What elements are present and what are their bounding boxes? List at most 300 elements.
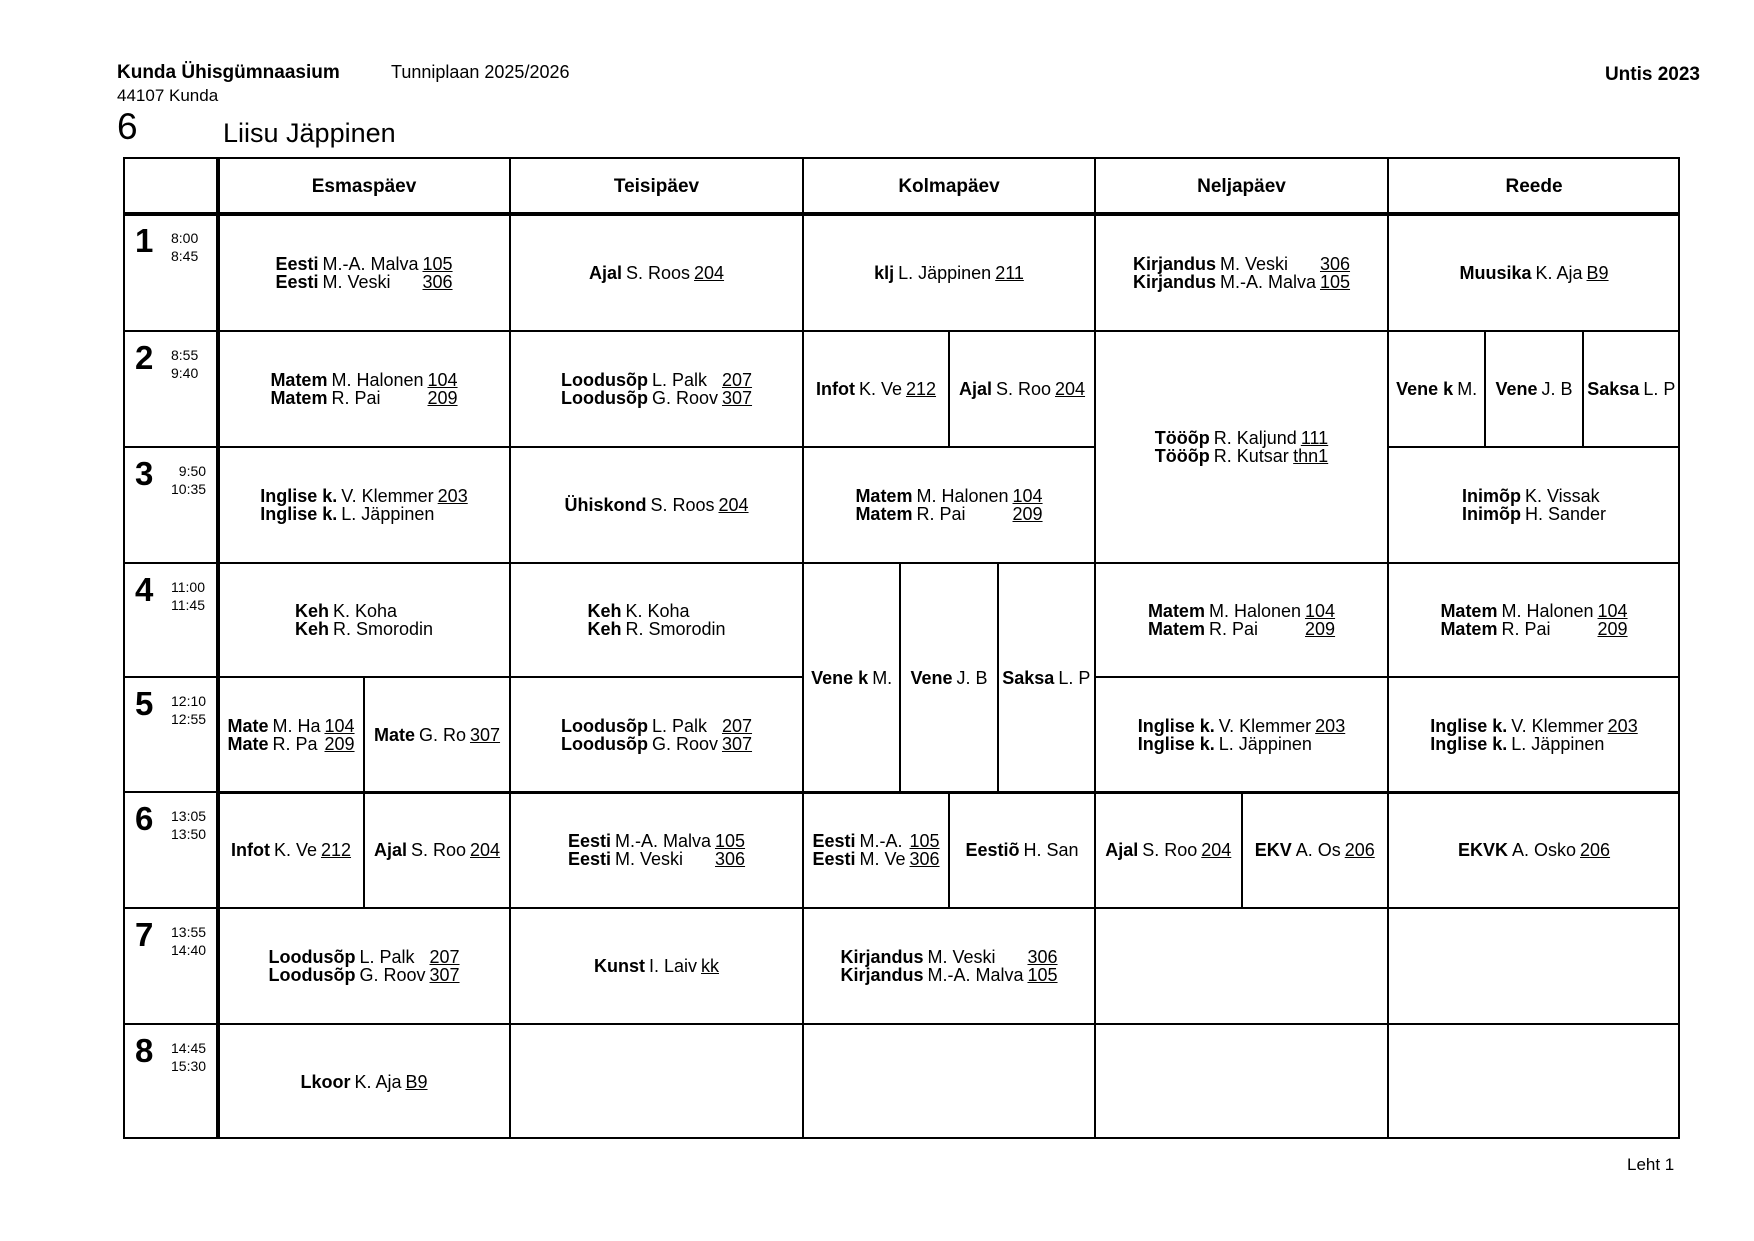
day-header: Neljapäev xyxy=(1197,175,1286,197)
lesson-line xyxy=(568,850,745,868)
period-number: 3 xyxy=(135,455,154,492)
room: 207 xyxy=(429,947,460,967)
lesson-line xyxy=(1255,841,1375,859)
teacher: H. Sander xyxy=(1524,504,1607,524)
subject: Muusika xyxy=(1459,262,1532,283)
room: 307 xyxy=(429,965,460,985)
lesson-cell[interactable] xyxy=(510,677,803,792)
subject: Inimõp xyxy=(1461,504,1521,524)
lesson-entry xyxy=(1458,841,1610,859)
lesson-cell[interactable] xyxy=(218,214,510,331)
subject: Matem xyxy=(855,486,913,506)
teacher: R. Kaljund xyxy=(1213,428,1297,448)
lesson-entry xyxy=(1002,669,1090,687)
class-number: 6 xyxy=(117,106,138,147)
lesson-cell[interactable] xyxy=(803,908,1095,1024)
lesson-cell[interactable] xyxy=(949,331,1095,447)
subject: Loodusõp xyxy=(560,388,648,408)
subject: Saksa xyxy=(1587,379,1640,399)
room: 204 xyxy=(1055,379,1086,399)
lesson-cell[interactable] xyxy=(803,214,1095,331)
lesson-cell[interactable] xyxy=(218,563,510,677)
teacher: R. Smorodin xyxy=(625,619,726,639)
teacher: M. Ve xyxy=(859,849,906,869)
software-label: Untis 2023 xyxy=(1604,64,1700,85)
lesson-entry xyxy=(1138,717,1345,753)
period-label xyxy=(125,214,218,331)
subject: Loodusõp xyxy=(268,965,356,985)
lesson-entry xyxy=(1459,264,1608,282)
teacher: M. Veski xyxy=(927,947,996,967)
lesson-entry xyxy=(959,380,1085,398)
lesson-line xyxy=(227,735,354,753)
lesson-line xyxy=(1440,620,1627,638)
subject: Ajal xyxy=(1105,840,1139,860)
lesson-cell[interactable] xyxy=(1388,447,1680,563)
subject: Mate xyxy=(373,724,415,745)
lesson-cell[interactable] xyxy=(900,563,997,792)
grid-line xyxy=(1241,792,1243,908)
lesson-line xyxy=(812,832,939,850)
teacher: K. Ve xyxy=(273,840,317,860)
lesson-cell[interactable] xyxy=(218,908,510,1024)
period-label xyxy=(125,563,218,677)
period-label xyxy=(125,331,218,447)
teacher: M.-A. Malva xyxy=(322,253,419,274)
period-time xyxy=(171,346,198,382)
lesson-cell[interactable] xyxy=(803,447,1095,563)
teacher: S. Roo xyxy=(410,840,466,860)
period-end: 11:45 xyxy=(171,597,205,613)
room: 209 xyxy=(1012,504,1043,524)
lesson-cell[interactable] xyxy=(1388,331,1485,447)
lesson-cell[interactable] xyxy=(510,447,803,563)
lesson-entry xyxy=(1440,602,1627,638)
lesson-cell[interactable] xyxy=(1485,331,1582,447)
period-start: 13:05 xyxy=(171,808,207,824)
lesson-cell[interactable] xyxy=(1095,677,1388,792)
lesson-cell[interactable] xyxy=(998,563,1095,792)
grid-line xyxy=(997,563,999,792)
lesson-entry xyxy=(564,496,748,514)
subject: Matem xyxy=(1147,601,1205,621)
lesson-entry xyxy=(300,1073,427,1091)
room: 105 xyxy=(422,253,453,274)
subject: Kirjandus xyxy=(840,965,924,985)
teacher: M. Halonen xyxy=(916,486,1009,506)
lesson-line xyxy=(374,841,500,859)
teacher: M. Veski xyxy=(322,271,391,292)
subject: Inimõp xyxy=(1461,486,1521,506)
teacher: S. Roos xyxy=(650,495,715,515)
teacher: J. B xyxy=(1541,379,1573,399)
grid-line xyxy=(363,677,365,792)
lesson-entry xyxy=(270,371,457,407)
teacher: V. Klemmer xyxy=(341,486,434,506)
lesson-cell[interactable] xyxy=(364,792,510,908)
period-start: 11:00 xyxy=(171,579,205,595)
room: 306 xyxy=(1319,253,1351,274)
subject: Mate xyxy=(227,733,269,754)
lesson-line xyxy=(811,669,892,687)
teacher: M. Halonen xyxy=(1501,601,1594,621)
subject: klj xyxy=(874,262,895,283)
lesson-line xyxy=(1155,429,1328,447)
lesson-cell[interactable] xyxy=(1095,563,1388,677)
room: 203 xyxy=(1315,715,1346,736)
teacher: R. Pai xyxy=(916,504,966,524)
lesson-line xyxy=(1458,841,1610,859)
lesson-cell[interactable] xyxy=(803,792,949,908)
room: 204 xyxy=(718,495,749,515)
teacher: M. Veski xyxy=(614,849,684,869)
lesson-line xyxy=(1495,380,1572,398)
room: 209 xyxy=(1597,619,1628,639)
timetable-title: Tunniplaan 2025/2026 xyxy=(391,62,570,82)
lesson-cell[interactable] xyxy=(1095,331,1388,563)
period-end: 10:35 xyxy=(171,481,207,497)
period-end: 9:40 xyxy=(171,365,199,381)
lesson-entry xyxy=(1105,841,1231,859)
subject: Inglise k. xyxy=(1430,715,1508,736)
teacher: V. Klemmer xyxy=(1511,715,1604,736)
room: 209 xyxy=(324,733,355,754)
subject: Tööõp xyxy=(1154,428,1210,448)
lesson-cell[interactable] xyxy=(1388,563,1680,677)
subject: Matem xyxy=(270,388,328,408)
subject: Kunst xyxy=(593,956,645,976)
subject: Infot xyxy=(815,379,855,399)
lesson-cell[interactable] xyxy=(1388,677,1680,792)
teacher: G. Roov xyxy=(359,965,426,985)
grid-line xyxy=(899,563,901,792)
lesson-cell[interactable] xyxy=(218,677,364,792)
lesson-entry xyxy=(840,948,1057,984)
teacher: K. Koha xyxy=(332,601,398,621)
room: 204 xyxy=(694,262,725,283)
lesson-line xyxy=(300,1073,427,1091)
lesson-line xyxy=(840,966,1057,984)
period-end: 14:40 xyxy=(171,942,207,958)
subject: Mate xyxy=(227,715,269,736)
subject: Eesti xyxy=(812,849,856,869)
lesson-line xyxy=(270,371,457,389)
period-number: 6 xyxy=(135,800,154,837)
room: B9 xyxy=(405,1071,428,1092)
teacher: L. P xyxy=(1058,667,1091,688)
day-header: Kolmapäev xyxy=(898,175,1000,197)
lesson-cell[interactable] xyxy=(510,563,803,677)
lesson-line xyxy=(268,948,459,966)
lesson-line xyxy=(1462,487,1606,505)
lesson-line xyxy=(1459,264,1608,282)
period-start: 8:00 xyxy=(171,230,199,246)
lesson-line xyxy=(1440,602,1627,620)
teacher: G. Roov xyxy=(651,388,718,408)
teacher: K. Aja xyxy=(1535,262,1583,283)
lesson-line xyxy=(561,735,752,753)
lesson-cell[interactable] xyxy=(1388,214,1680,331)
lesson-line xyxy=(275,255,452,273)
teacher: L. Jäppinen xyxy=(1218,733,1312,754)
lesson-entry xyxy=(561,371,752,407)
teacher: V. Klemmer xyxy=(1218,715,1312,736)
period-time xyxy=(171,692,206,728)
period-number: 7 xyxy=(135,916,154,953)
room: 104 xyxy=(324,715,355,736)
subject: Vene k xyxy=(1396,379,1454,399)
room: 211 xyxy=(995,262,1024,283)
teacher: M. xyxy=(872,667,893,688)
room: 204 xyxy=(470,840,501,860)
lesson-cell[interactable] xyxy=(510,908,803,1024)
lesson-cell[interactable] xyxy=(1388,792,1680,908)
lesson-entry xyxy=(1148,602,1335,638)
lesson-line xyxy=(1133,255,1350,273)
lesson-entry xyxy=(295,602,433,638)
teacher: A. Osko xyxy=(1511,840,1576,860)
room: thn1 xyxy=(1293,446,1329,466)
lesson-line xyxy=(1148,620,1335,638)
subject: Loodusõp xyxy=(560,715,648,736)
lesson-entry xyxy=(1133,255,1350,291)
timetable-grid xyxy=(123,157,1680,1139)
school-address: 44107 Kunda xyxy=(117,86,219,105)
teacher: L. Palk xyxy=(651,715,707,736)
lesson-entry xyxy=(231,841,351,859)
lesson-line xyxy=(1002,669,1090,687)
room: 111 xyxy=(1300,428,1329,448)
day-header: Reede xyxy=(1505,175,1563,197)
teacher: L. Palk xyxy=(651,370,707,390)
lesson-entry xyxy=(568,832,745,868)
subject: Keh xyxy=(587,601,622,621)
lesson-line xyxy=(260,505,467,523)
subject: Keh xyxy=(294,619,329,639)
subject: Matem xyxy=(1440,619,1498,639)
room: 307 xyxy=(721,733,753,754)
room: 209 xyxy=(1305,619,1336,639)
lesson-cell[interactable] xyxy=(1242,792,1389,908)
teacher: M.-A. Malva xyxy=(614,831,711,851)
subject: Tööõp xyxy=(1154,446,1210,466)
lesson-line xyxy=(561,717,752,735)
lesson-entry xyxy=(1155,429,1328,465)
lesson-entry xyxy=(260,487,467,523)
lesson-line xyxy=(268,966,459,984)
subject: Vene xyxy=(1495,379,1538,399)
lesson-line xyxy=(568,832,745,850)
day-header: Teisipäev xyxy=(613,175,700,197)
lesson-entry xyxy=(594,957,719,975)
subject: Matem xyxy=(1440,601,1498,621)
teacher: M.-A. Malva xyxy=(1219,271,1316,292)
teacher: S. Roo xyxy=(995,379,1051,399)
teacher-name: Liisu Jäppinen xyxy=(223,118,396,148)
subject: Inglise k. xyxy=(260,486,338,506)
period-end: 15:30 xyxy=(171,1058,207,1074)
room: 306 xyxy=(1027,947,1058,967)
lesson-entry xyxy=(965,841,1078,859)
lesson-line xyxy=(260,487,467,505)
period-number: 4 xyxy=(135,571,154,608)
subject: Inglise k. xyxy=(1137,715,1215,736)
lesson-cell[interactable] xyxy=(364,677,510,792)
lesson-line xyxy=(227,717,354,735)
lesson-line xyxy=(1105,841,1231,859)
subject: Ajal xyxy=(588,262,622,283)
lesson-cell[interactable] xyxy=(218,331,510,447)
lesson-line xyxy=(295,620,433,638)
lesson-cell[interactable] xyxy=(803,331,949,447)
period-start: 12:10 xyxy=(171,693,207,709)
lesson-line xyxy=(816,380,936,398)
lesson-line xyxy=(275,273,452,291)
teacher: M. Halonen xyxy=(1208,601,1302,621)
room: 212 xyxy=(905,379,937,399)
lesson-line xyxy=(1587,380,1675,398)
room: 104 xyxy=(1012,486,1043,506)
period-label xyxy=(125,447,218,563)
teacher: K. Ve xyxy=(858,379,902,399)
lesson-cell[interactable] xyxy=(1095,792,1242,908)
room: 104 xyxy=(427,370,458,390)
period-time xyxy=(171,807,206,843)
room: 307 xyxy=(721,388,753,408)
period-start: 9:50 xyxy=(178,463,207,479)
lesson-entry xyxy=(587,602,725,638)
period-time xyxy=(171,462,206,498)
room: B9 xyxy=(1586,262,1609,283)
lesson-cell[interactable] xyxy=(218,447,510,563)
period-end: 8:45 xyxy=(171,248,199,264)
lesson-cell[interactable] xyxy=(1583,331,1680,447)
teacher: M. Veski xyxy=(1219,253,1288,274)
teacher: L. Jäppinen xyxy=(1511,733,1605,754)
lesson-cell[interactable] xyxy=(803,563,900,792)
lesson-entry xyxy=(1396,380,1477,398)
teacher: R. Pai xyxy=(331,388,381,408)
lesson-entry xyxy=(561,717,752,753)
subject: Kirjandus xyxy=(1132,271,1216,292)
lesson-entry xyxy=(589,264,724,282)
teacher: M.-A. Malva xyxy=(927,965,1024,985)
subject: Matem xyxy=(270,370,328,390)
grid-line xyxy=(1484,331,1486,447)
teacher: M. xyxy=(1457,379,1478,399)
lesson-line xyxy=(1462,505,1606,523)
grid-line xyxy=(948,792,950,908)
lesson-line xyxy=(965,841,1078,859)
subject: Eesti xyxy=(275,271,319,292)
lesson-line xyxy=(589,264,724,282)
grid-line xyxy=(1095,1023,1388,1025)
subject: Ühiskond xyxy=(564,495,647,515)
lesson-line xyxy=(231,841,351,859)
lesson-entry xyxy=(1495,380,1572,398)
subject: Loodusõp xyxy=(560,733,648,754)
teacher: H. San xyxy=(1023,840,1079,860)
room: 207 xyxy=(721,715,753,736)
teacher: R. Kutsar xyxy=(1213,446,1289,466)
subject: Eesti xyxy=(567,849,611,869)
subject: Eestiõ xyxy=(965,840,1020,860)
lesson-line xyxy=(959,380,1085,398)
room: 105 xyxy=(1027,965,1058,985)
period-end: 13:50 xyxy=(171,826,207,842)
subject: Saksa xyxy=(1002,667,1055,688)
lesson-entry xyxy=(275,255,452,291)
lesson-line xyxy=(295,602,433,620)
teacher: L. Jäppinen xyxy=(898,262,992,283)
room: 104 xyxy=(1305,601,1336,621)
period-time xyxy=(171,229,198,265)
lesson-line xyxy=(594,957,719,975)
teacher: R. Pai xyxy=(1208,619,1258,639)
teacher: S. Roo xyxy=(1142,840,1198,860)
period-number: 1 xyxy=(135,222,154,259)
period-number: 2 xyxy=(135,339,154,376)
room: 306 xyxy=(909,849,940,869)
lesson-cell[interactable] xyxy=(510,792,803,908)
period-label xyxy=(125,677,218,792)
room: 306 xyxy=(422,271,453,292)
subject: Vene k xyxy=(811,667,869,688)
teacher: A. Os xyxy=(1295,840,1341,860)
lesson-line xyxy=(840,948,1057,966)
teacher: R. Pai xyxy=(1501,619,1551,639)
lesson-entry xyxy=(855,487,1042,523)
day-header: Esmaspäev xyxy=(311,175,417,197)
school-name: Kunda Ühisgümnaasium xyxy=(117,62,340,83)
subject: Lkoor xyxy=(300,1071,351,1092)
page-number: Leht 1 xyxy=(1627,1155,1675,1174)
subject: Eesti xyxy=(567,831,611,851)
room: 306 xyxy=(715,849,746,869)
lesson-entry xyxy=(374,841,500,859)
lesson-cell[interactable] xyxy=(218,1024,510,1139)
lesson-line xyxy=(910,669,987,687)
grid-line xyxy=(948,331,950,447)
lesson-line xyxy=(587,620,725,638)
lesson-entry xyxy=(1462,487,1606,523)
lesson-entry xyxy=(874,264,1024,282)
lesson-line xyxy=(1396,380,1477,398)
period-time xyxy=(171,1039,206,1075)
period-time xyxy=(171,923,206,959)
teacher: K. Vissak xyxy=(1524,486,1600,506)
teacher: L. Jäppinen xyxy=(341,504,435,524)
lesson-cell[interactable] xyxy=(1095,214,1388,331)
period-number: 5 xyxy=(135,685,154,722)
teacher: R. Smorodin xyxy=(332,619,434,639)
lesson-line xyxy=(270,389,457,407)
teacher: R. Pa xyxy=(272,733,318,754)
lesson-entry xyxy=(1430,717,1637,753)
lesson-cell[interactable] xyxy=(510,331,803,447)
grid-line xyxy=(363,792,365,908)
lesson-cell[interactable] xyxy=(218,792,364,908)
lesson-entry xyxy=(374,726,500,744)
grid-line xyxy=(1388,1023,1680,1025)
lesson-cell[interactable] xyxy=(510,214,803,331)
lesson-entry xyxy=(811,669,892,687)
lesson-line xyxy=(587,602,725,620)
lesson-cell[interactable] xyxy=(949,792,1095,908)
period-label xyxy=(125,792,218,908)
subject: Matem xyxy=(855,504,913,524)
room: 105 xyxy=(715,831,746,851)
